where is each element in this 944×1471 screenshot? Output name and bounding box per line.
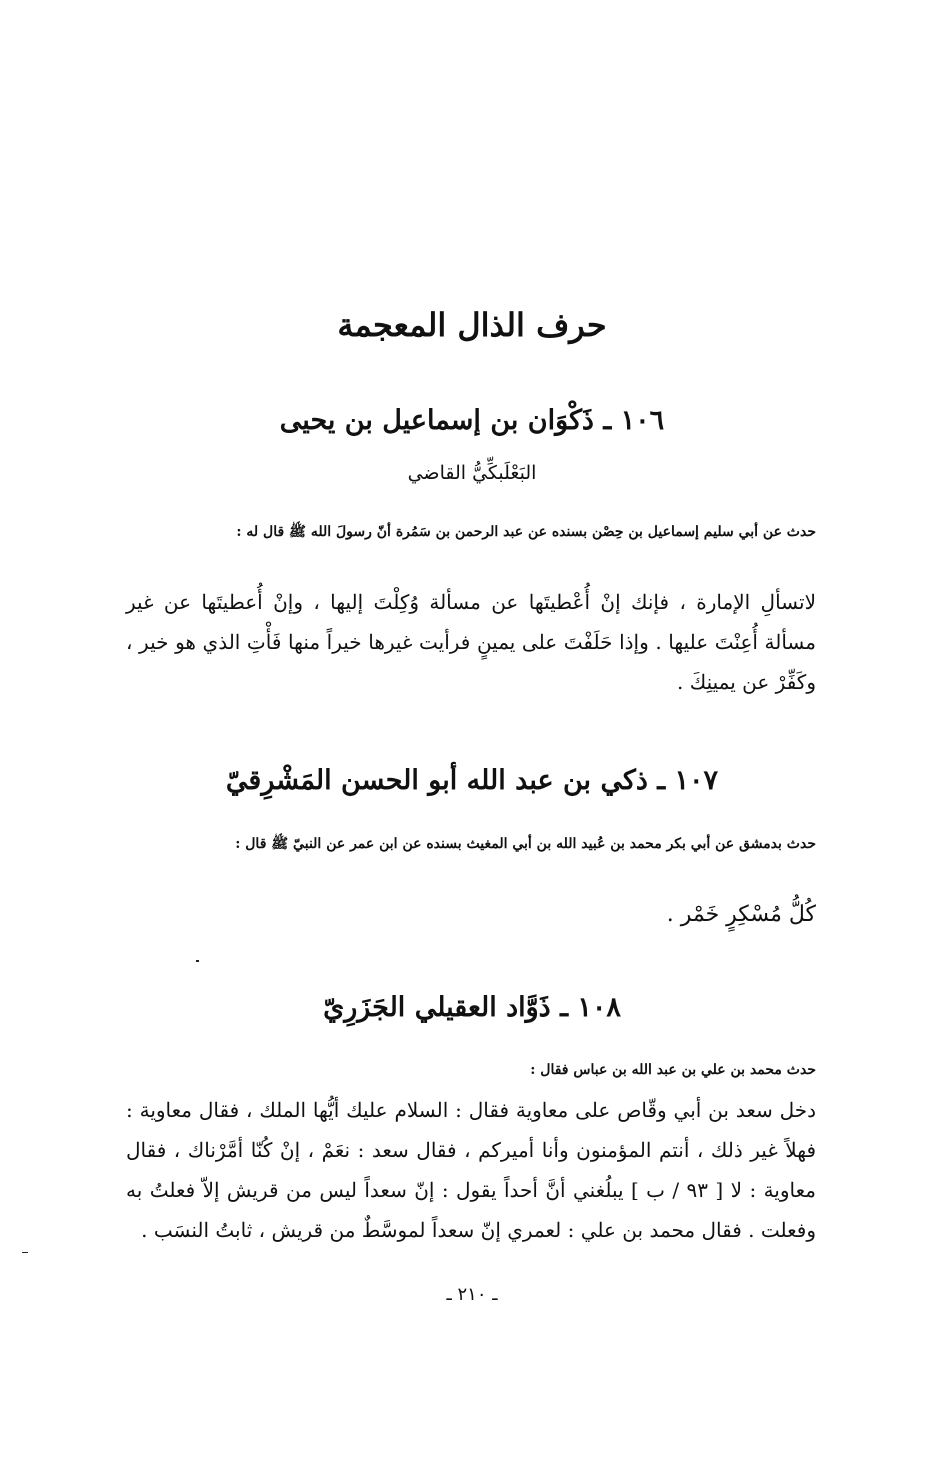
entry-106-title: ١٠٦ ـ ذَكْوَان بن إسماعيل بن يحيى xyxy=(279,405,665,436)
entry-106-subtitle: البَعْلَبكِّيُّ القاضي xyxy=(407,462,537,484)
entry-108-title: ١٠٨ ـ ذَوَّاد العقيلي الجَزَرِيّ xyxy=(323,992,621,1023)
page-number: ـ ٢١٠ ـ xyxy=(446,1284,498,1305)
entry-107-matn: كُلُّ مُسْكِرٍ خَمْر . xyxy=(666,902,816,927)
entry-107-title: ١٠٧ ـ ذكي بن عبد الله أبو الحسن المَشْرِقيّ xyxy=(225,765,719,796)
entry-108-matn: دخل سعد بن أبي وقّاص على معاوية فقال : السلام عليك أيُّها الملك ، فقال معاوية : فهلاً غير ذلك ، أنتم المؤمنون وأنا أميركم ، فقال سعد : نعَمْ ، إنْ كُنّا أمَّرْناك ، فقال معاوية : لا [ ٩٣ / ب ] يبلُغني أنَّ أحداً يقول : إنّ سعداً ليس من قريش إلاّ فعلتُ به وفعلت . فقال محمد بن علي : لعمري إنّ سعداً لموسَّطٌ من قريش ، ثابتُ النسَب . xyxy=(126,1098,816,1242)
entry-108-isnad: حدث محمد بن علي بن عبد الله بن عباس فقال : xyxy=(530,1062,816,1078)
scan-speck xyxy=(196,960,199,962)
chapter-title: حرف الذال المعجمة xyxy=(337,306,607,344)
scan-speck xyxy=(22,1252,28,1253)
entry-106-isnad: حدث عن أبي سليم إسماعيل بن حِصْن بسنده عن عبد الرحمن بن سَمُرة أنّ رسولَ الله ﷺ قال له : xyxy=(236,524,816,540)
entry-106-matn: لاتسألِ الإمارة ، فإنك إنْ أُعْطيتَها عن مسألة وُكِلْتَ إليها ، وإنْ أُعطيتَها عن غير مسألة أُعِنْتَ عليها . وإذا حَلَفْتَ على يمينٍ فرأيت غيرها خيراً منها فَأْتِ الذي هو خير ، وكَفِّرْ عن يمينِكَ . xyxy=(126,590,816,694)
entry-107-isnad: حدث بدمشق عن أبي بكر محمد بن عُبيد الله بن أبي المغيث بسنده عن ابن عمر عن النبيّ ﷺ قال : xyxy=(235,836,816,852)
